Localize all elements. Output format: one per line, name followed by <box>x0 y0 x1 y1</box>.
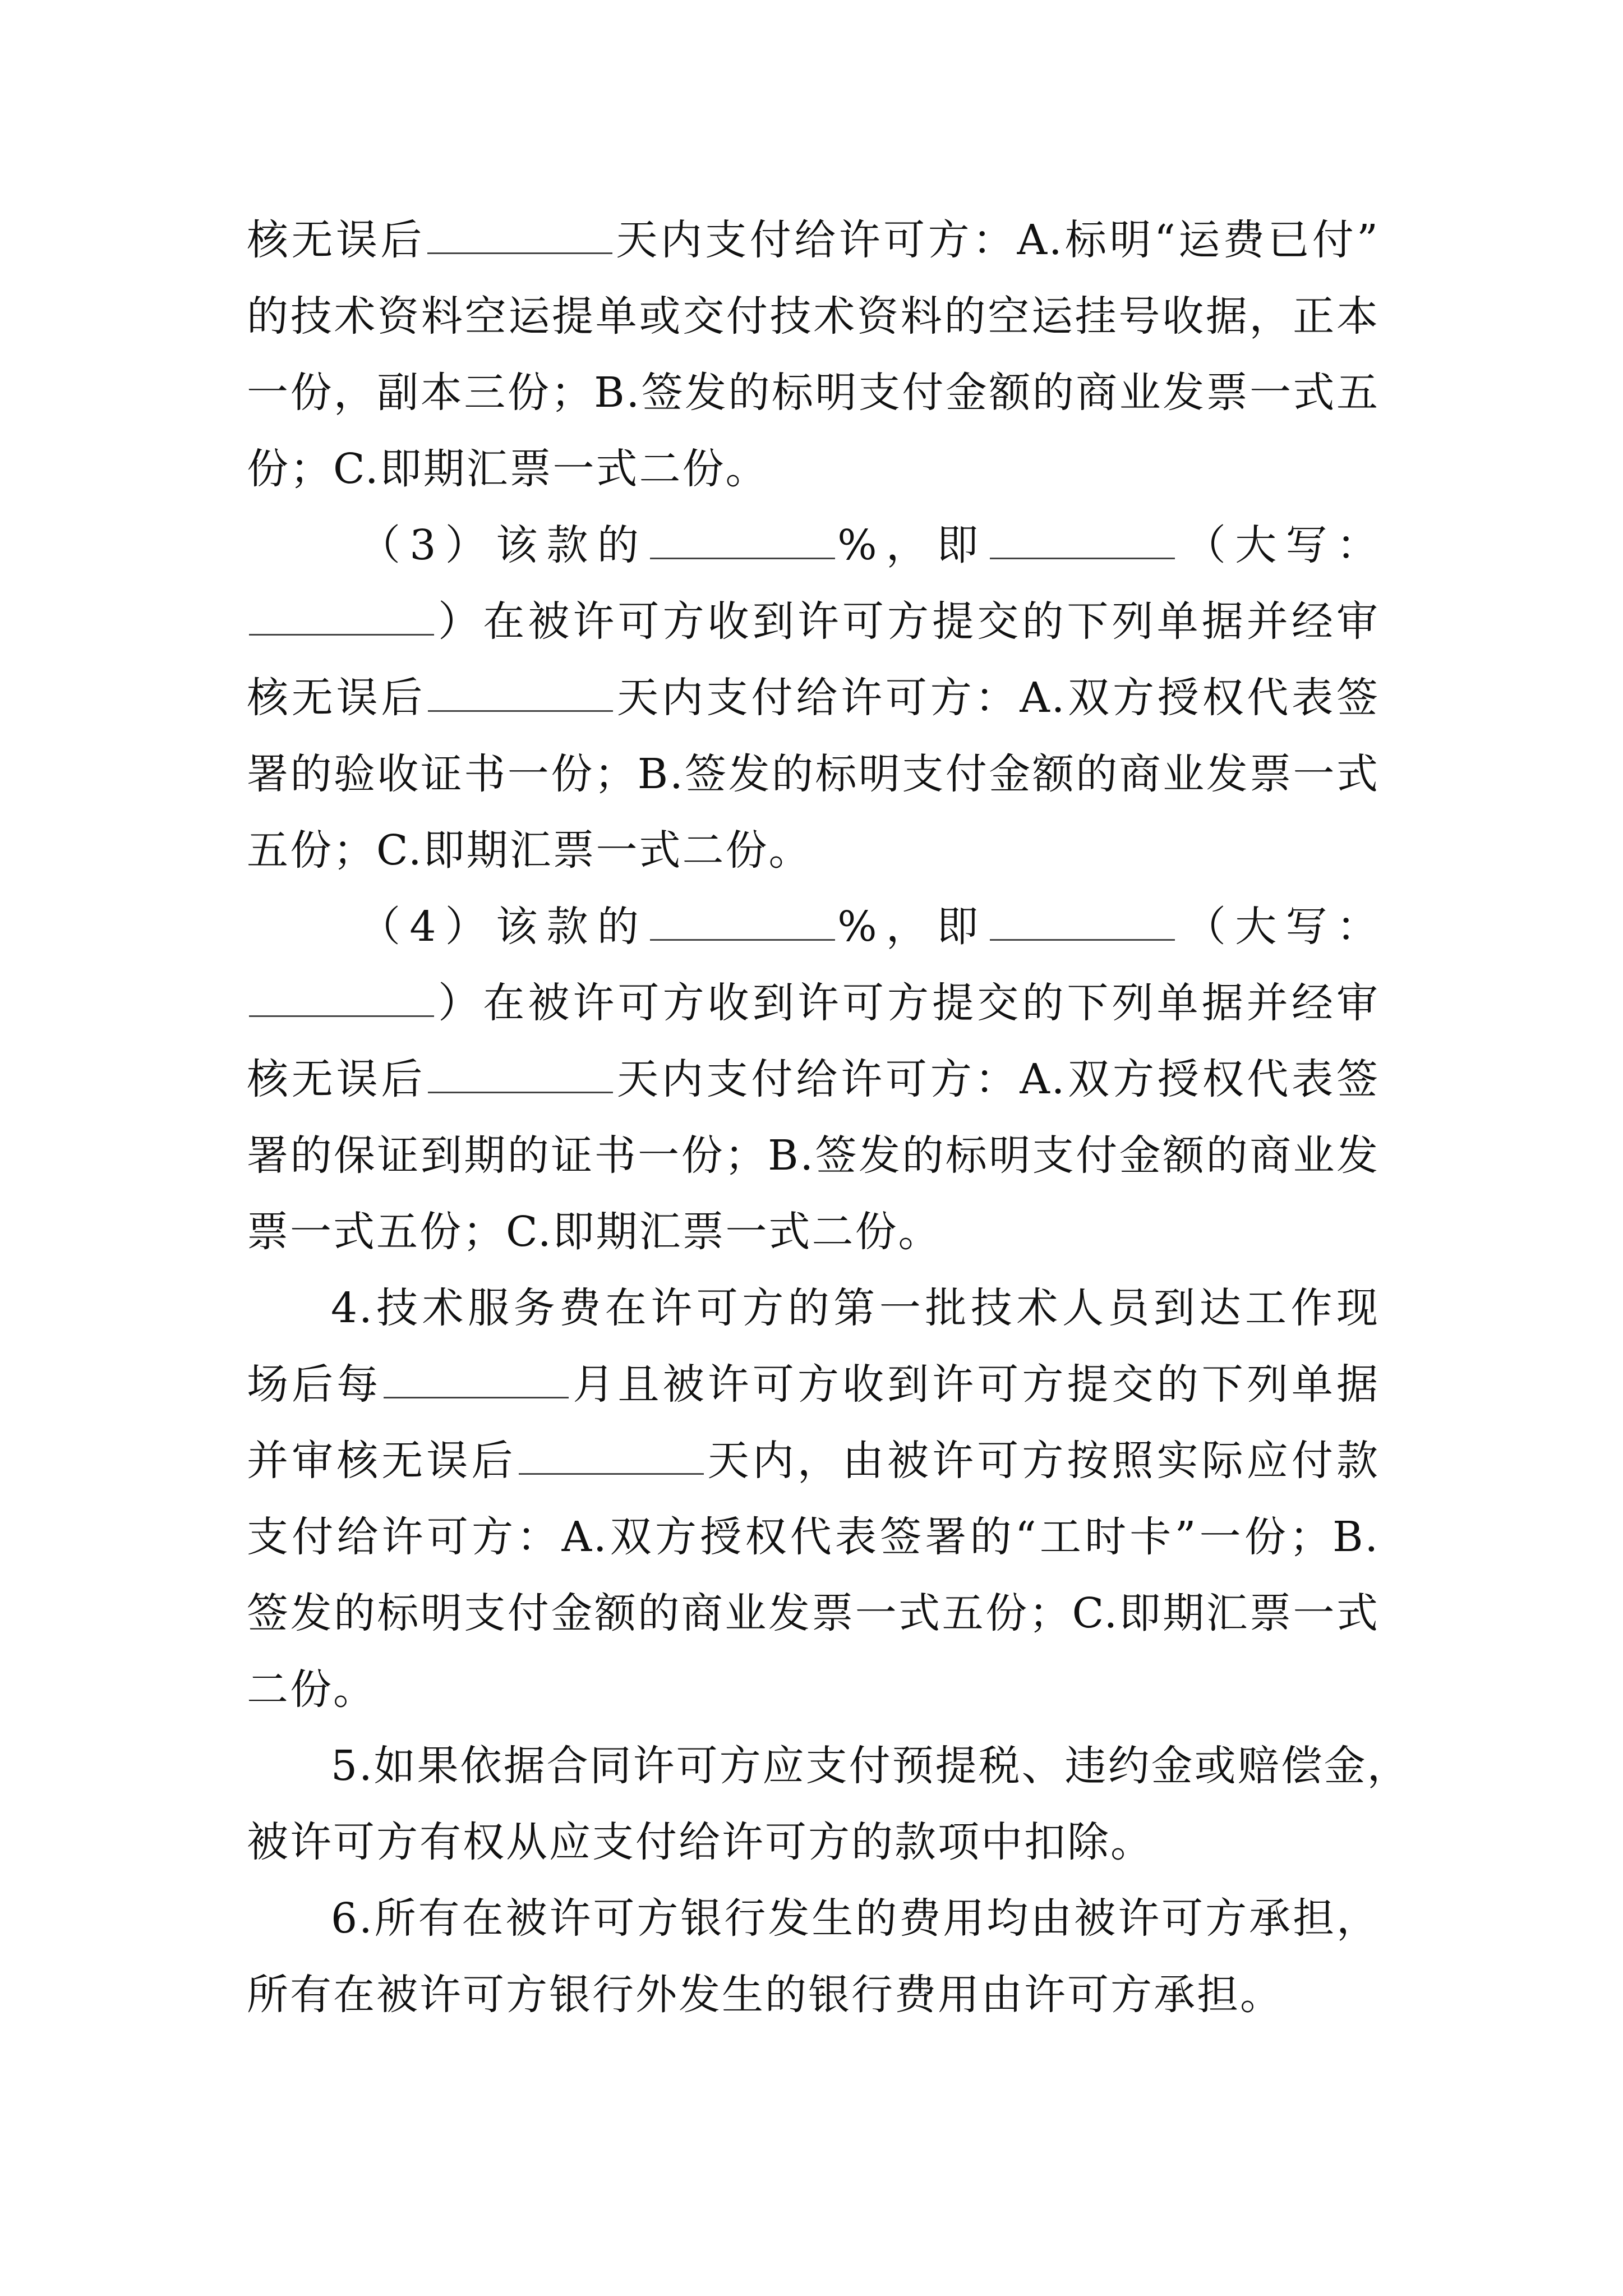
text-segment: （3）该款的 <box>359 521 648 569</box>
text-line <box>247 812 1380 889</box>
text-segment: ）在被许可方收到许可方提交的下列单据并经审 <box>436 597 1380 646</box>
fill-in-blank <box>427 218 612 254</box>
text-line <box>247 1270 1380 1346</box>
text-line <box>247 431 1380 507</box>
text-segment: 天内支付给许可方：A.双方授权代表签 <box>615 674 1380 722</box>
text-segment: 并审核无误后 <box>247 1437 517 1485</box>
text-line <box>247 660 1380 736</box>
text-line <box>247 889 1380 965</box>
text-segment: 场后每 <box>247 1360 382 1409</box>
text-segment: 署的保证到期的证书一份；B.签发的标明支付金额的商业发 <box>247 1131 1380 1180</box>
text-line <box>247 1194 1380 1270</box>
text-segment: （大写： <box>1177 903 1380 951</box>
text-segment: 二份。 <box>247 1665 376 1714</box>
text-segment: 天内支付给许可方：A.标明“运费已付” <box>614 216 1380 264</box>
text-segment: （4）该款的 <box>359 903 648 951</box>
text-segment: 支付给许可方：A.双方授权代表签署的“工时卡”一份；B. <box>247 1513 1380 1561</box>
document-page <box>247 202 1410 2033</box>
fill-in-blank <box>990 904 1175 941</box>
text-segment: 核无误后 <box>247 1055 426 1103</box>
text-segment: 一份，副本三份；B.签发的标明支付金额的商业发票一式五 <box>247 369 1380 417</box>
text-segment: 的技术资料空运提单或交付技术资料的空运挂号收据，正本 <box>247 292 1380 341</box>
fill-in-blank <box>384 1362 569 1398</box>
fill-in-blank <box>428 1057 613 1093</box>
text-line <box>247 1880 1380 1957</box>
text-line <box>247 355 1380 431</box>
text-segment: 4.技术服务费在许可方的第一批技术人员到达工作现 <box>331 1284 1380 1332</box>
fill-in-blank <box>650 904 835 941</box>
text-line <box>247 1804 1380 1880</box>
text-segment: %，即 <box>837 903 988 951</box>
fill-in-blank <box>428 675 613 712</box>
text-line <box>247 583 1380 660</box>
text-line <box>247 965 1380 1041</box>
text-segment: 署的验收证书一份；B.签发的标明支付金额的商业发票一式 <box>247 750 1380 798</box>
fill-in-blank <box>249 981 434 1017</box>
text-line <box>247 507 1380 583</box>
text-line <box>247 1651 1380 1728</box>
text-segment: 天内，由被许可方按照实际应付款 <box>706 1437 1380 1485</box>
text-segment: 份；C.即期汇票一式二份。 <box>247 445 769 493</box>
fill-in-blank <box>990 523 1175 559</box>
text-line <box>247 1041 1380 1117</box>
text-line <box>247 1728 1410 1804</box>
text-line <box>247 278 1380 355</box>
text-segment: （大写： <box>1177 521 1380 569</box>
text-segment: 签发的标明支付金额的商业发票一式五份；C.即期汇票一式 <box>247 1589 1380 1637</box>
text-line <box>247 1346 1380 1423</box>
text-line <box>247 1423 1380 1499</box>
text-segment: 月且被许可方收到许可方提交的下列单据 <box>571 1360 1380 1409</box>
text-segment: 被许可方有权从应支付给许可方的款项中扣除。 <box>247 1818 1154 1866</box>
text-segment: ）在被许可方收到许可方提交的下列单据并经审 <box>436 979 1380 1027</box>
text-segment: 五份；C.即期汇票一式二份。 <box>247 826 812 875</box>
text-line <box>247 1499 1380 1575</box>
text-segment: 6.所有在被许可方银行发生的费用均由被许可方承担， <box>331 1894 1380 1943</box>
fill-in-blank <box>650 523 835 559</box>
text-segment: 票一式五份；C.即期汇票一式二份。 <box>247 1208 942 1256</box>
text-segment: %，即 <box>837 521 988 569</box>
fill-in-blank <box>519 1438 704 1475</box>
text-segment: 核无误后 <box>247 216 425 264</box>
text-segment: 核无误后 <box>247 674 426 722</box>
fill-in-blank <box>249 599 434 636</box>
text-line <box>247 736 1380 812</box>
text-segment: 所有在被许可方银行外发生的银行费用由许可方承担。 <box>247 1971 1283 2019</box>
text-segment: 天内支付给许可方：A.双方授权代表签 <box>615 1055 1380 1103</box>
text-line <box>247 202 1380 278</box>
text-line <box>247 1117 1380 1194</box>
text-line <box>247 1575 1380 1651</box>
text-line <box>247 1957 1380 2033</box>
text-segment: 5.如果依据合同许可方应支付预提税、违约金或赔偿金， <box>331 1742 1410 1790</box>
